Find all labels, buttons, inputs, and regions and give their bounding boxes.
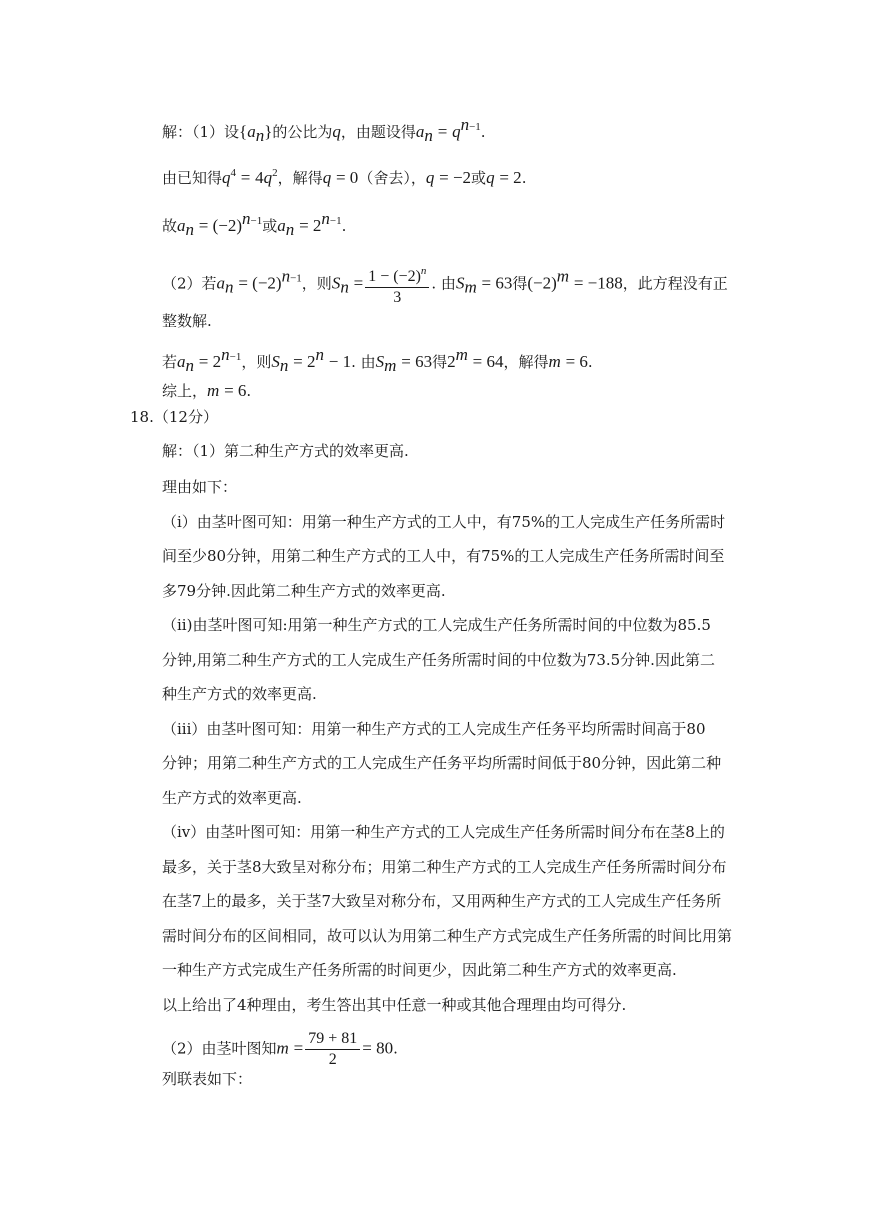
solution-line-2: 由已知得$q^4 = 4q^2$，解得q = 0（舍去），q = −2或q = 2.	[162, 167, 527, 187]
q18-line-7: 分钟,用第二种生产方式的工人完成生产任务所需时间的中位数为73.5分钟.因此第二	[162, 651, 715, 669]
q18-line-1: 解：（1）第二种生产方式的效率更高.	[162, 442, 409, 460]
q18-line-16: 一种生产方式完成生产任务所需的时间更少，因此第二种生产方式的效率更高.	[162, 961, 677, 979]
q18-line-2: 理由如下：	[162, 478, 238, 496]
q18-line-4: 间至少80分钟，用第二种生产方式的工人中，有75%的工人完成生产任务所需时间至	[162, 547, 725, 565]
q18-line-9: （iii）由茎叶图可知：用第一种生产方式的工人完成生产任务平均所需时间高于80	[162, 720, 706, 738]
q18-line-6: （ii)由茎叶图可知:用第一种生产方式的工人完成生产任务所需时间的中位数为85.5	[162, 616, 711, 634]
q18-line-14: 在茎7上的最多，关于茎7大致呈对称分布，又用两种生产方式的工人完成生产任务所	[162, 892, 722, 910]
fraction-sn: $\frac{1 - (-2)^n}{3}$	[365, 262, 429, 307]
q18-line-17: 以上给出了4种理由，考生答出其中任意一种或其他合理理由均可得分.	[162, 996, 627, 1014]
q18-line-15: 需时间分布的区间相同，故可以认为用第二种生产方式完成生产任务所需的时间比用第	[162, 927, 733, 945]
fraction-m: $\frac{79 + 81}{2}$	[305, 1030, 360, 1069]
q18-line-5: 多79分钟.因此第二种生产方式的效率更高.	[162, 582, 446, 600]
solution-line-1: 解：（1）设$\{a_n\}$的公比为q，由题设得$a_n = q^{n-1}$.	[162, 115, 486, 145]
solution-line-5: 整数解.	[162, 312, 212, 330]
q18-line-10: 分钟；用第二种生产方式的工人完成生产任务平均所需时间低于80分钟，因此第二种	[162, 754, 722, 772]
solution-line-3: 故$a_n = (-2)^{n-1}$或$a_n = 2^{n-1}$.	[162, 209, 347, 239]
q18-line-18: （2）由茎叶图知m = $\frac{79 + 81}{2}$ = 80.	[162, 1030, 398, 1068]
q18-line-13: 最多，关于茎8大致呈对称分布；用第二种生产方式的工人完成生产任务所需时间分布	[162, 858, 727, 876]
q18-line-8: 种生产方式的效率更高.	[162, 685, 317, 703]
solution-line-4: （2）若$a_n = (-2)^{n-1}$，则$S_n$ = $\frac{1 - (-2)^n}{3}$ . 由$S_m = 63$得$(-2)^m = -188$，此方程没有正	[162, 262, 728, 307]
q18-line-11: 生产方式的效率更高.	[162, 789, 302, 807]
solution-line-6: 若$a_n = 2^{n-1}$，则$S_n = 2^n - 1$. 由$S_m = 63$得2$^m$ = 64，解得m = 6.	[162, 345, 593, 375]
q18-line-12: （iv）由茎叶图可知：用第一种生产方式的工人完成生产任务所需时间分布在茎8上的	[162, 823, 725, 841]
q18-line-3: （i）由茎叶图可知：用第一种生产方式的工人中，有75%的工人完成生产任务所需时	[162, 513, 726, 531]
question-18-header: 18.（12分）	[130, 408, 218, 426]
solution-line-7: 综上，m = 6.	[162, 381, 252, 400]
q18-line-19: 列联表如下：	[162, 1070, 253, 1088]
